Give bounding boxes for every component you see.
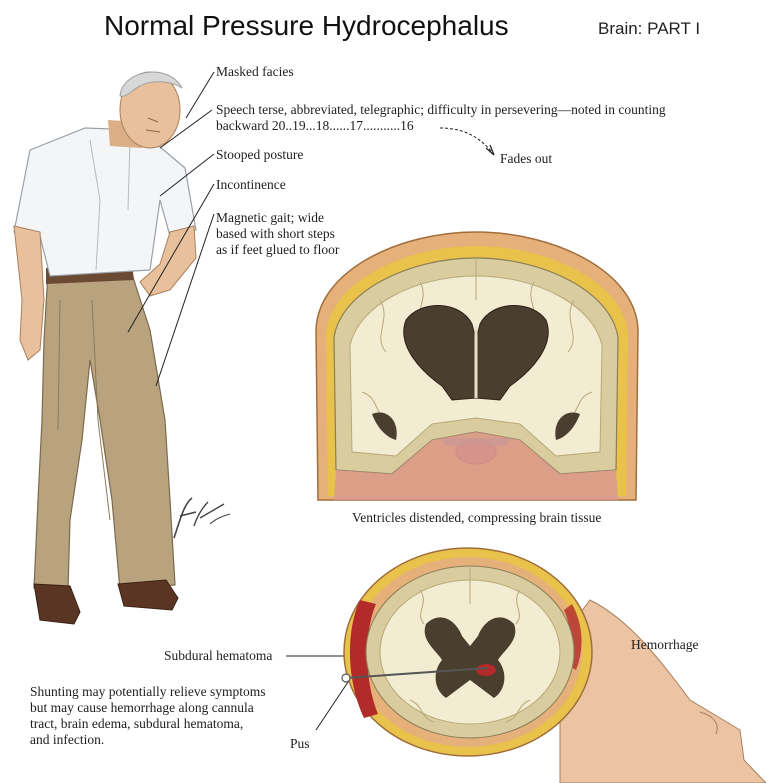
note-line2: but may cause hemorrhage along cannula — [30, 700, 254, 715]
label-subdural-hematoma: Subdural hematoma — [164, 648, 273, 663]
label-gait-line1: Magnetic gait; wide — [216, 210, 324, 225]
page-title: Normal Pressure Hydrocephalus — [104, 10, 509, 41]
note-line1: Shunting may potentially relieve symptoms — [30, 684, 266, 699]
right-shoe — [118, 580, 178, 610]
netter-signature — [166, 490, 236, 546]
label-fades-out: Fades out — [500, 151, 553, 166]
part-label: Brain: PART I — [598, 19, 701, 38]
label-pus: Pus — [290, 736, 310, 751]
caption-ventricles: Ventricles distended, compressing brain tissue — [352, 510, 602, 525]
axial-brain-section — [342, 548, 766, 783]
label-gait-line3: as if feet glued to floor — [216, 242, 340, 257]
note-line4: and infection. — [30, 732, 105, 747]
label-masked-facies: Masked facies — [216, 64, 294, 79]
label-speech-line1: Speech terse, abbreviated, telegraphic; difficulty in persevering—noted in counting — [216, 102, 666, 117]
left-arm — [14, 226, 44, 360]
label-speech-line2: backward 20..19...18......17...........16 — [216, 118, 414, 133]
face-profile — [560, 600, 766, 783]
label-gait-line2: based with short steps — [216, 226, 335, 241]
hemorrhage-region — [476, 664, 496, 676]
pants — [34, 268, 175, 590]
label-stooped-posture: Stooped posture — [216, 147, 304, 162]
left-shoe — [34, 584, 80, 624]
note-line3: tract, brain edema, subdural hematoma, — [30, 716, 244, 731]
coronal-brain-section — [316, 232, 638, 500]
label-incontinence: Incontinence — [216, 177, 286, 192]
label-hemorrhage: Hemorrhage — [631, 637, 699, 652]
